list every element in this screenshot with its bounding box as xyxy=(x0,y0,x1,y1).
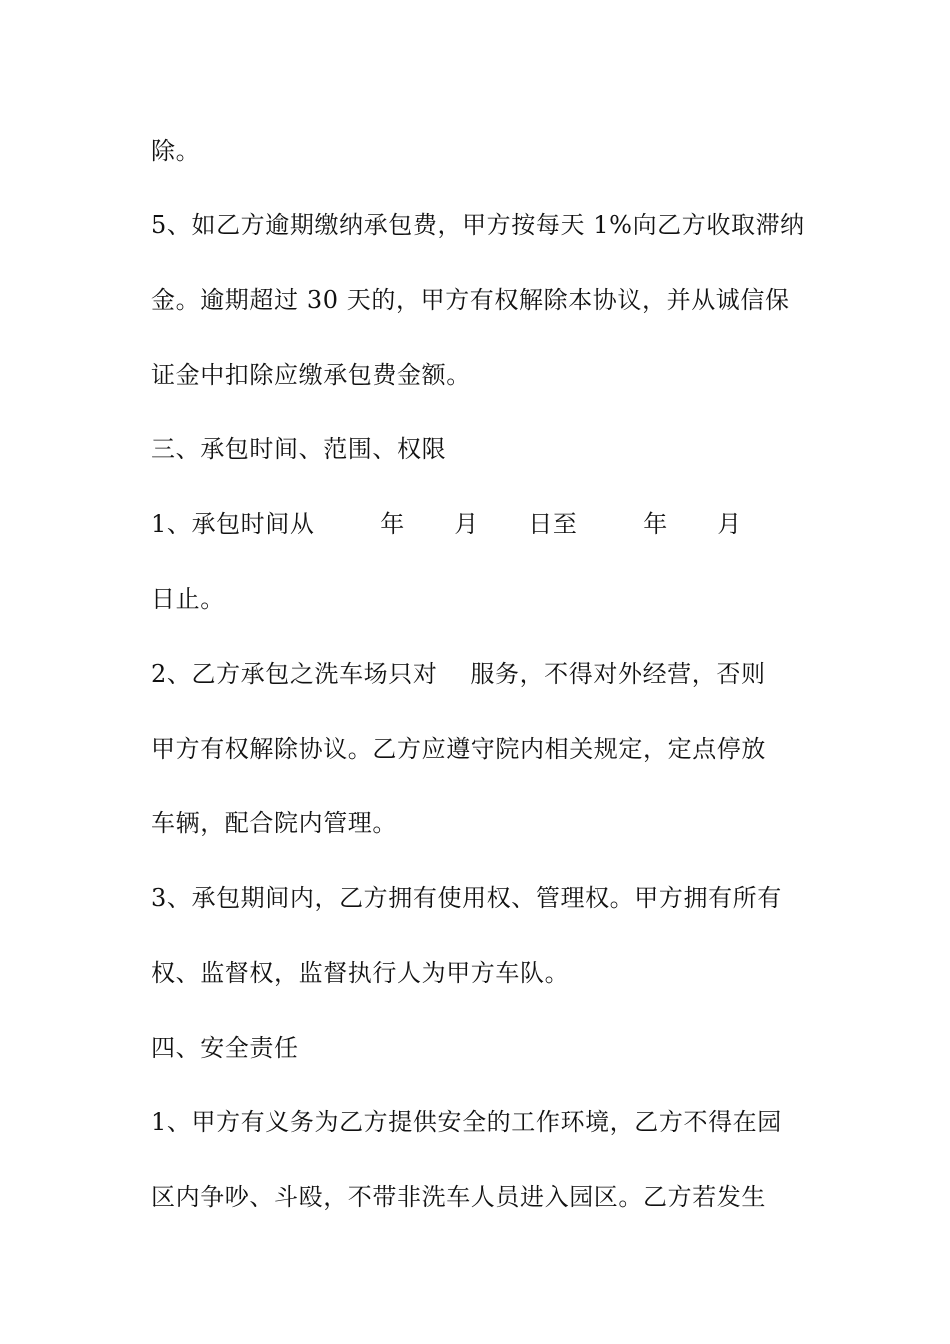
text-line-3: 金。逾期超过 30 天的，甲方有权解除本协议，并从诚信保 xyxy=(151,286,790,314)
text-line-10: 车辆，配合院内管理。 xyxy=(151,809,397,837)
section-heading-3: 三、承包时间、范围、权限 xyxy=(151,435,447,463)
text-line-2: 5、如乙方逾期缴纳承包费，甲方按每天 1%向乙方收取滞纳 xyxy=(151,211,805,239)
text-line-11: 3、承包期间内，乙方拥有使用权、管理权。甲方拥有所有 xyxy=(151,884,782,912)
text-line-8: 2、乙方承包之洗车场只对 服务，不得对外经营，否则 xyxy=(151,660,766,688)
text-line-4: 证金中扣除应缴承包费金额。 xyxy=(151,361,471,389)
section-heading-4: 四、安全责任 xyxy=(151,1034,299,1062)
text-line-7: 日止。 xyxy=(151,585,225,613)
text-line-1: 除。 xyxy=(151,137,201,165)
text-line-12: 权、监督权，监督执行人为甲方车队。 xyxy=(151,959,570,987)
text-line-9: 甲方有权解除协议。乙方应遵守院内相关规定，定点停放 xyxy=(151,735,766,763)
text-line-14: 1、甲方有义务为乙方提供安全的工作环境，乙方不得在园 xyxy=(151,1108,782,1136)
text-line-6: 1、承包时间从 年 月 日至 年 月 xyxy=(151,510,742,538)
text-line-15: 区内争吵、斗殴，不带非洗车人员进入园区。乙方若发生 xyxy=(151,1183,766,1211)
